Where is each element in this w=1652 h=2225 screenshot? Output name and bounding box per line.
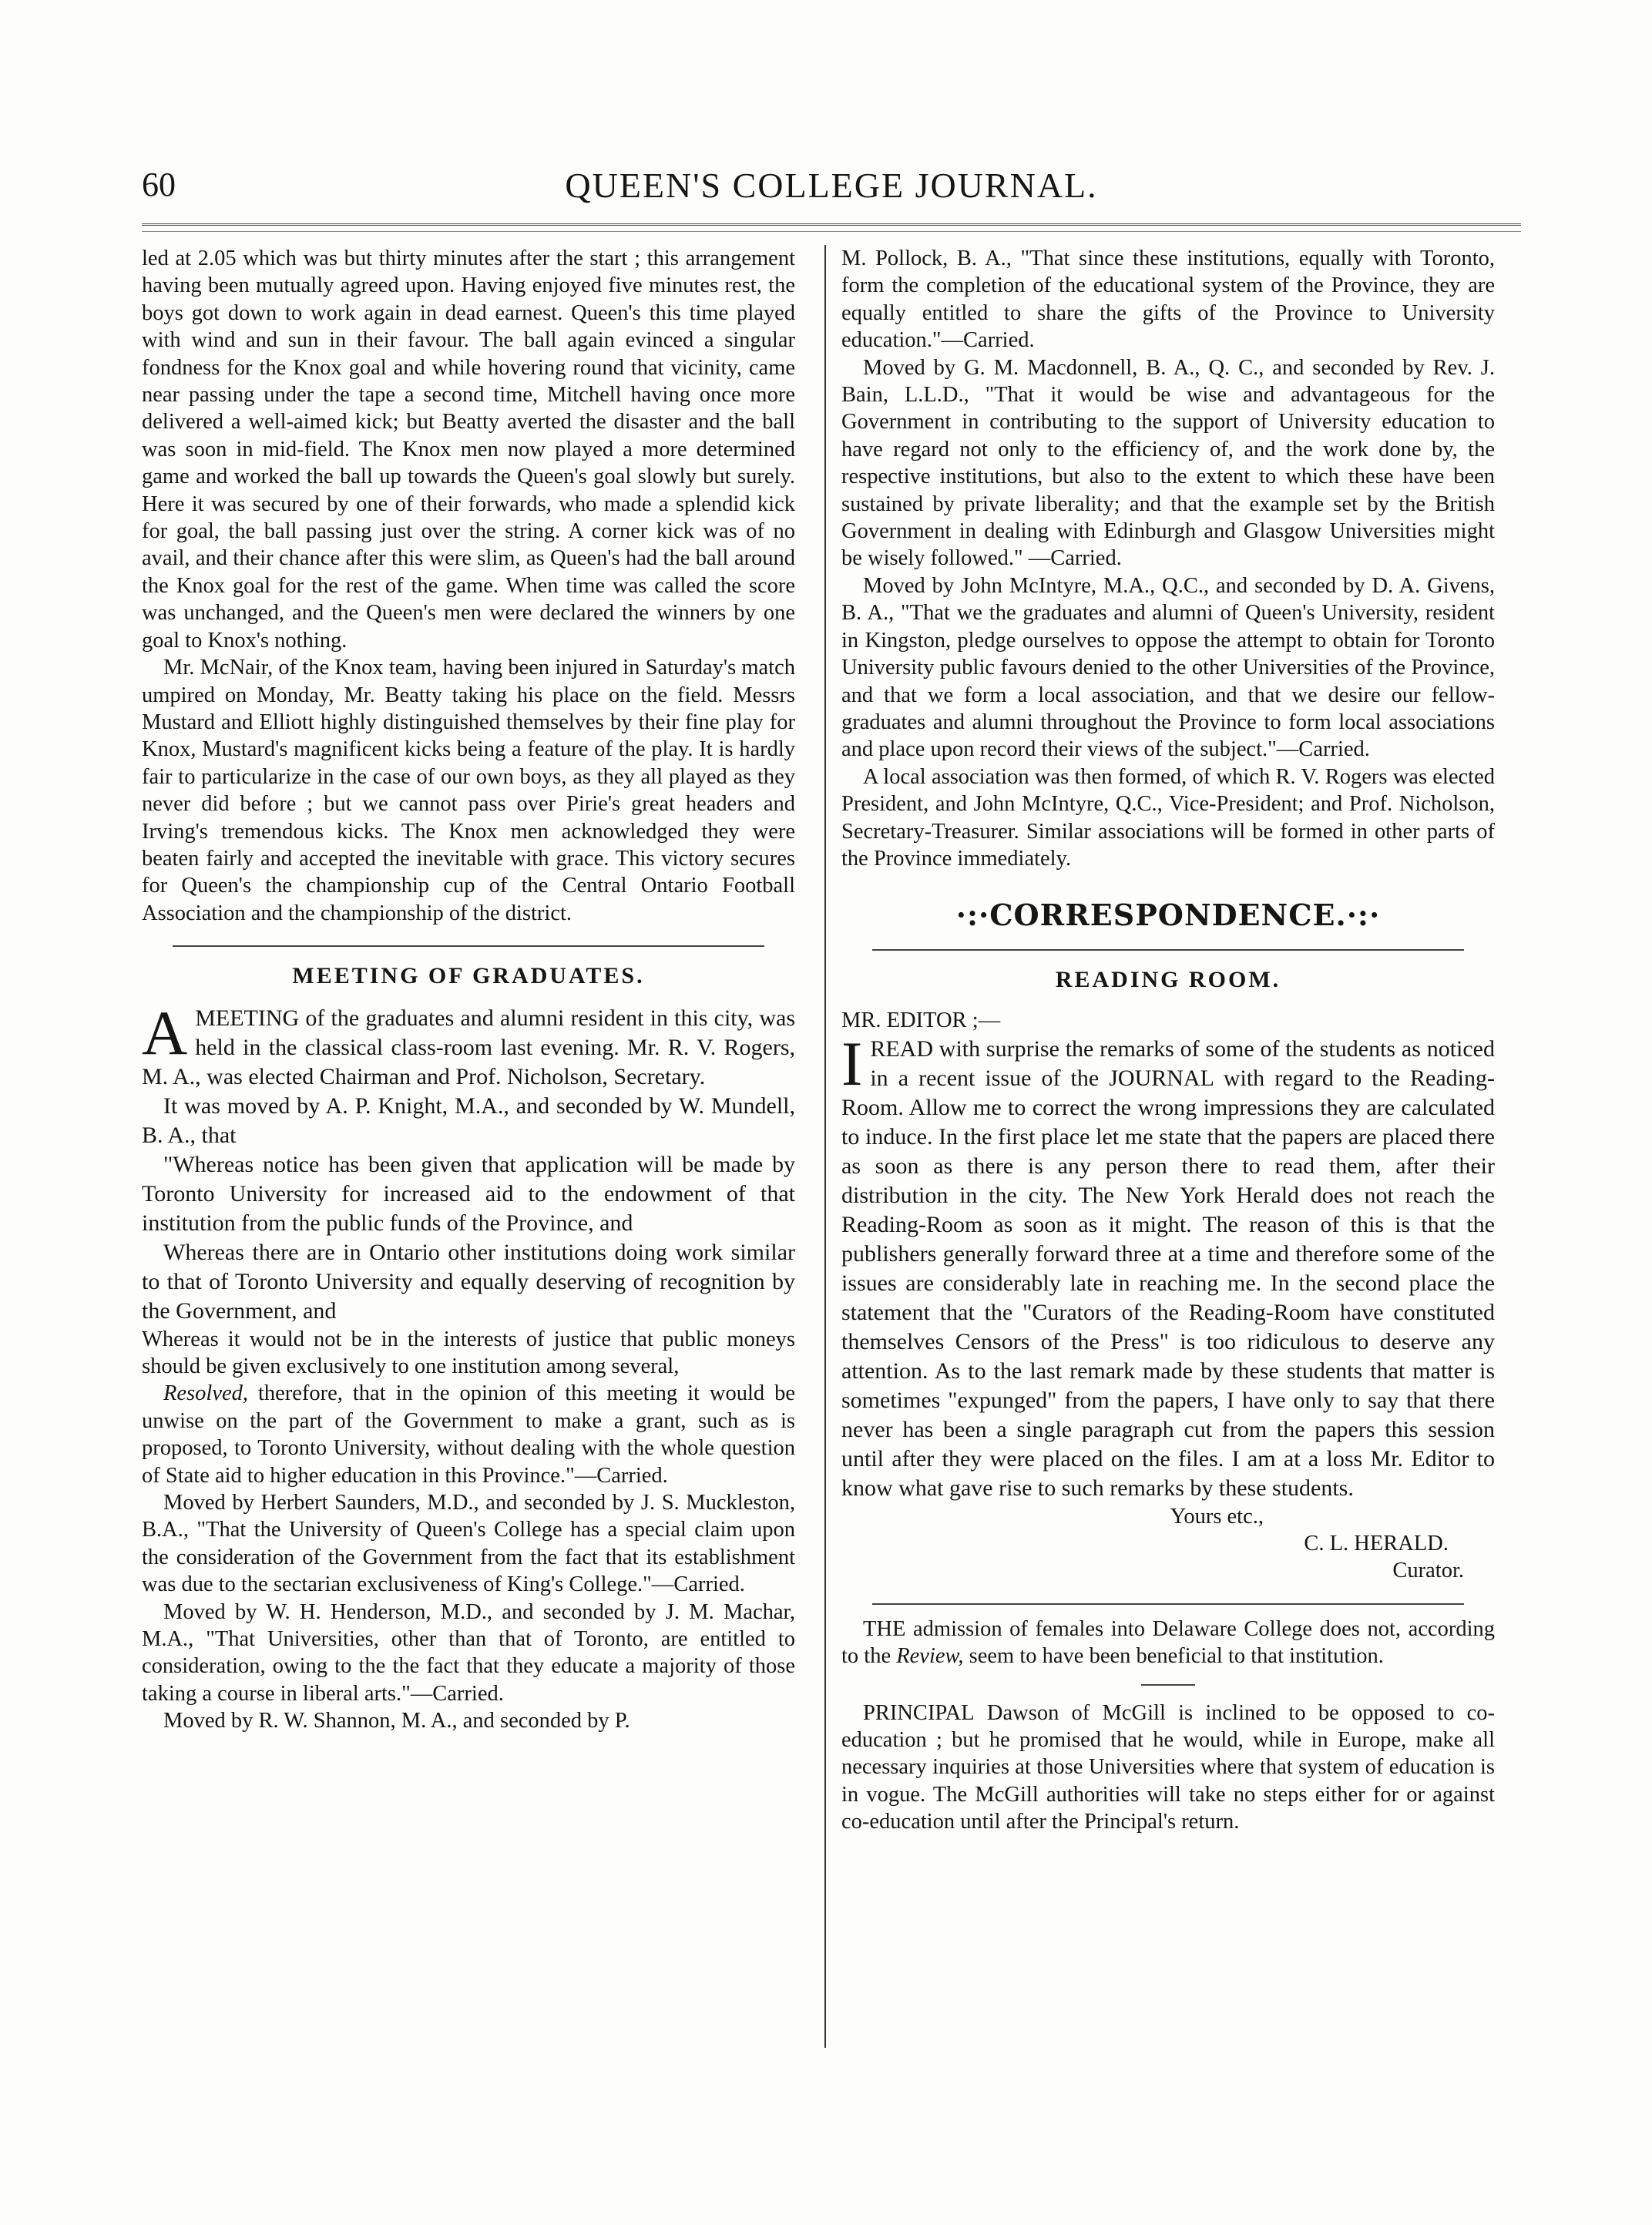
header-rule — [142, 223, 1521, 226]
resolved-paragraph — [142, 1380, 795, 1489]
note-text: Dawson of McGill is inclined to be opposed to co-education ; but he promised that he would, while in Europe, make all necessary inquiries at those Universities where that system of education is in vogue. The McGill authorities will take no steps either for or against co-education until after the Principal's return. — [841, 1700, 1495, 1834]
meeting-intro-text: MEETING of the graduates and alumni resident in this city, was held in the classical class-room last evening. Mr. R. V. Rogers, M. A., was elected Chairman and Prof. Nicholson, Secretary. — [142, 1005, 795, 1089]
letter-text: READ with surprise the remarks of some of the students as noticed in a recent issue of the JOURNAL with regard to the Reading-Room. Allow me to correct the wrong impressions they are calculated to induce. In the first place let me state that the papers are placed there as soon as there is any person there to read them, after their distribution in the city. The New York Herald does not reach the Reading-Room as soon as it might. The reason of this is that the publishers generally forward three at a time and therefore some of the issues are considerably late in reaching me. In the second place the statement that the "Curators of the Reading-Room have constituted themselves Censors of the Press" is too ridiculous to deserve any attention. As to the last remark made by these students that matter is sometimes "expunged" from the papers, I have only to say that there never has been a single paragraph cut from the papers this session until after they were placed on the files. I am at a loss Mr. Editor to know what gave rise to such remarks by these students. — [841, 1035, 1495, 1501]
motion-paragraph: Moved by W. H. Henderson, M.D., and seconded by J. M. Machar, M.A., "That Universities, other than that of Toronto, are entitled to consideration, owing to the the fact that they educate a majority of those taking a course in liberal arts."—Carried. — [142, 1599, 795, 1706]
meeting-section-title: MEETING OF GRADUATES. — [292, 963, 645, 989]
motion-paragraph: M. Pollock, B. A., "That since these institutions, equally with Toronto, form the completion of the educational system of the Province, they are equally entitled to share the gifts of the Province to University education."—Carried. — [841, 247, 1495, 353]
note-lead: THE — [863, 1616, 906, 1641]
section-rule — [872, 949, 1464, 951]
reading-room-title: READING ROOM. — [1055, 966, 1281, 992]
meeting-paragraph: It was moved by A. P. Knight, M.A., and seconded by W. Mundell, B. A., that — [142, 1092, 795, 1148]
motion-paragraph: Moved by R. W. Shannon, M. A., and seconded by P. — [163, 1709, 630, 1733]
letter-salutation: MR. EDITOR ;— — [841, 1008, 1001, 1033]
signature-title: Curator. — [1392, 1559, 1464, 1583]
meeting-paragraph: "Whereas notice has been given that application will be made by Toronto University for increased aid to the endowment of that institution from the public funds of the Province, and — [142, 1151, 795, 1236]
note-text-end: seem to have been beneficial to that institution. — [963, 1644, 1384, 1669]
meeting-paragraph: Whereas it would not be in the interests of justice that public moneys should be given exclusively to one institution among several, — [142, 1327, 795, 1378]
section-rule — [872, 1603, 1464, 1605]
resolved-text: therefore, that in the opinion of this meeting it would be unwise on the part of the Government to make a grant, such as is proposed, to Toronto University, without dealing with the whole question of State aid to higher education in this Province."—Carried. — [142, 1381, 795, 1488]
signature-name: C. L. HERALD. — [1304, 1531, 1449, 1555]
sign-off: Yours etc., — [1170, 1504, 1264, 1529]
journal-title: QUEEN'S COLLEGE JOURNAL. — [565, 166, 1098, 205]
note-lead: PRINCIPAL — [863, 1700, 975, 1725]
motion-paragraph: Moved by John McIntyre, M.A., Q.C., and seconded by D. A. Givens, B. A., "That we the graduates and alumni of Queen's University, resident in Kingston, pledge ourselves to oppose the attempt to obtain for Toronto University public favours denied to the other Universities of the Province, and that we form a local association, and that we desire our fellow-graduates and alumni throughout the Province to form local associations and place upon record their views of the subject."—Carried. — [841, 573, 1495, 762]
right-column — [841, 245, 1495, 1836]
motion-paragraph: Moved by Herbert Saunders, M.D., and seconded by J. S. Muckleston, B.A., "That the University of Queen's College has a special claim upon the consideration of the Government from the fact that its establishment was due to the sectarian exclusiveness of King's College."—Carried. — [142, 1491, 795, 1597]
news-note — [841, 1700, 1495, 1836]
note-text: admission of females into Delaware College does not, according to the — [841, 1616, 1495, 1669]
note-rule — [1141, 1684, 1195, 1686]
news-note — [841, 1616, 1495, 1670]
note-italic: Review, — [896, 1644, 964, 1669]
page-header — [142, 165, 1521, 211]
resolved-word: Resolved, — [163, 1381, 248, 1406]
header-rule-thin — [142, 231, 1521, 232]
association-paragraph: A local association was then formed, of which R. V. Rogers was elected President, and John McIntyre, Q.C., Vice-President; and Prof. Nicholson, Secretary-Treasurer. Similar associations will be formed in other parts of the Province immediately. — [841, 764, 1495, 871]
football-paragraph: Mr. McNair, of the Knox team, having been injured in Saturday's match umpired on Monday, Mr. Beatty taking his place on the field. Messrs Mustard and Elliott highly distinguished themselves by their fine play for Knox, Mustard's magnificent kicks being a feature of the play. It is hardly fair to particularize in the case of our own boys, as they all played as they never did before ; but we cannot pass over Pirie's great headers and Irving's tremendous kicks. The Knox men acknowledged they were beaten fairly and accepted the inevitable with grace. This victory secures for Queen's the championship cup of the Central Ontario Football Association and the championship of the district. — [142, 656, 795, 925]
page-number: 60 — [142, 166, 176, 203]
column-divider — [824, 245, 826, 2048]
correspondence-heading: ·:·CORRESPONDENCE.·:· — [955, 898, 1381, 933]
drop-cap: A — [142, 997, 188, 1068]
section-rule — [173, 945, 764, 947]
meeting-intro-paragraph — [142, 997, 795, 1092]
letter-body — [841, 1028, 1495, 1503]
meeting-paragraph: Whereas there are in Ontario other institutions doing work similar to that of Toronto University and equally deserving of recognition by the Government, and — [142, 1239, 795, 1324]
drop-cap: I — [841, 1028, 863, 1099]
motion-paragraph: Moved by G. M. Macdonnell, B. A., Q. C., and seconded by Rev. J. Bain, L.L.D., "That it would be wise and advantageous for the Government in contributing to the support of University education to have regard not only to the efficiency of, and the work done by, the respective institutions, but also to the extent to which these have been sustained by private liberality; and that the example set by the British Government in dealing with Edinburgh and Glasgow Universities might be wisely followed." —Carried. — [841, 355, 1495, 571]
letter-signature — [841, 1503, 1495, 1585]
left-column — [142, 245, 795, 1735]
football-paragraph: led at 2.05 which was but thirty minutes after the start ; this arrangement having been mutually agreed upon. Having enjoyed five minutes rest, the boys got down to work again in dead earnest. Queen's this time played with wind and sun in their favour. The ball again evinced a singular fondness for the Knox goal and while hovering round that vicinity, came near passing under the tape a second time, Mitchell having once more delivered a well-aimed kick; but Beatty averted the disaster and the ball was soon in mid-field. The Knox men now played a more determined game and worked the ball up towards the Queen's goal slowly but surely. Here it was secured by one of their forwards, who made a splendid kick for goal, the ball passing just over the string. A corner kick was of no avail, and their chance after this were slim, as Queen's had the ball around the Knox goal for the rest of the game. When time was called the score was unchanged, and the Queen's men were declared the winners by one goal to Knox's nothing. — [142, 247, 795, 653]
